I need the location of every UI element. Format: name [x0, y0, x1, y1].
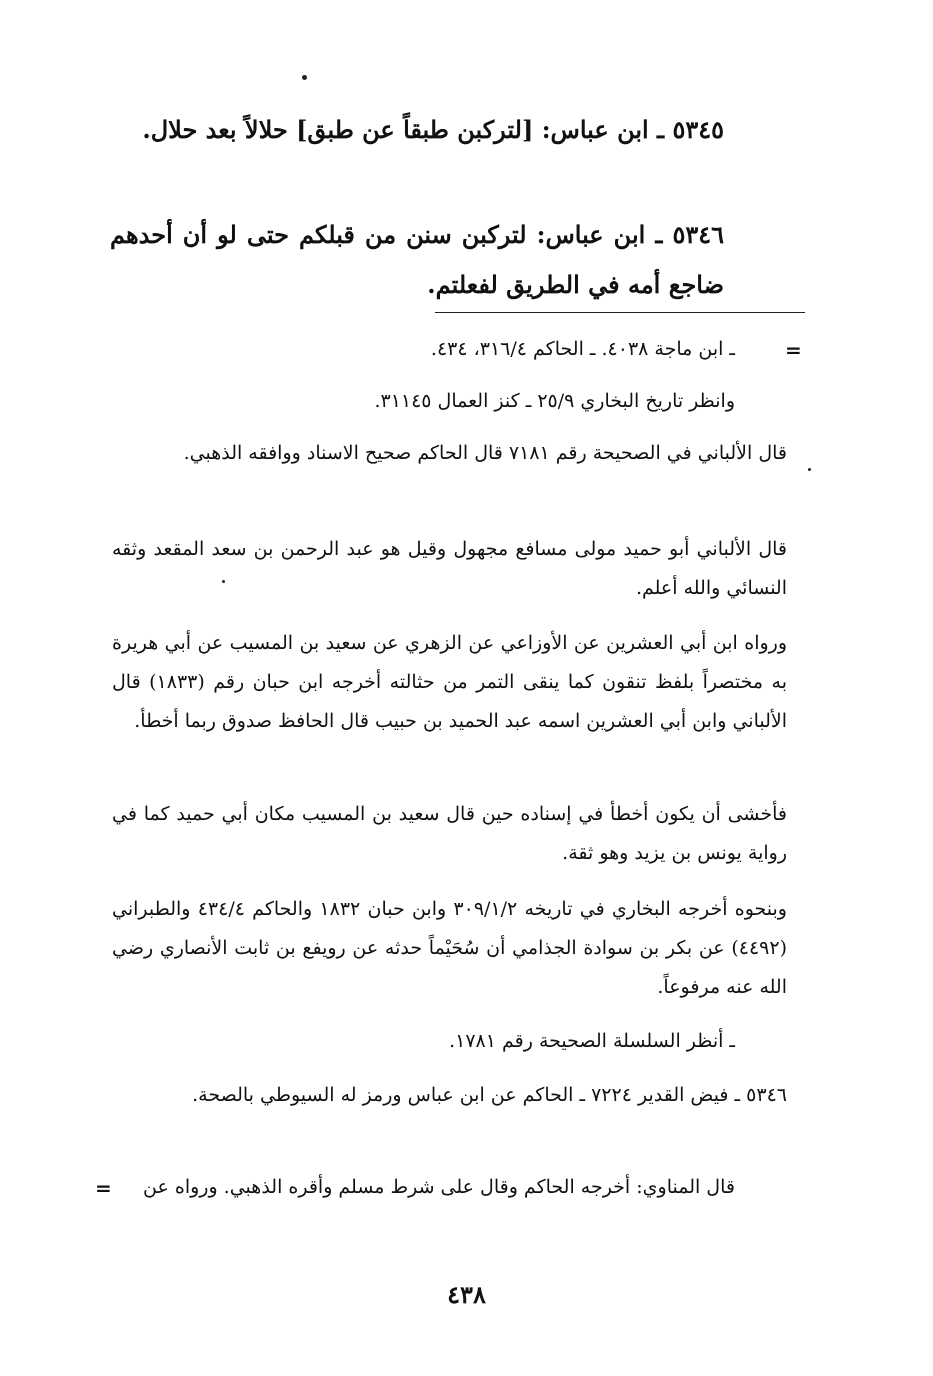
footnote-paragraph: فأخشى أن يكون أخطأ في إسناده حين قال سعيد بن المسيب مكان أبي حميد كما في رواية يونس بن يزيد وهو ثقة. — [112, 803, 787, 864]
footnote-paragraph: ورواه ابن أبي العشرين عن الأوزاعي عن الزهري عن سعيد بن المسيب عن أبي هريرة به مختصراً بلفظ تنقون كما ينقى التمر من حثالته أخرجه ابن حبان رقم (١٨٣٣) قال الألباني وابن أبي العشرين اسمه عبد الحميد بن حبيب قال الحافظ صدوق ربما أخطأ. — [112, 632, 787, 732]
footnote-paragraph: قال الألباني في الصحيحة رقم ٧١٨١ قال الحاكم صحيح الاسناد ووافقه الذهبي. — [183, 442, 787, 464]
footnote-separator — [435, 312, 805, 313]
footnote-paragraph: قال الألباني أبو حميد مولى مسافع مجهول وقيل هو عبد الرحمن بن سعد المقعد وثقه النسائي والله أعلم. — [112, 538, 787, 599]
footnote-paragraph: وبنحوه أخرجه البخاري في تاريخه ٣٠٩/١/٢ وابن حبان ١٨٣٢ والحاكم ٤٣٤/٤ والطبراني (٤٤٩٢) عن بكر بن سوادة الجذامي أن سُحَيْماً حدثه عن رويفع بن ثابت الأنصاري رضي الله عنه مرفوعاً. — [112, 898, 787, 998]
footnote-paragraph: ـ أنظر السلسلة الصحيحة رقم ١٧٨١. — [449, 1030, 735, 1052]
footnote-paragraph: ٥٣٤٦ ـ فيض القدير ٧٢٢٤ ـ الحاكم عن ابن عباس ورمز له السيوطي بالصحة. — [192, 1084, 787, 1106]
hadith-5346: ٥٣٤٦ ـ ابن عباس: لتركبن سنن من قبلكم حتى لو أن أحدهم ضاجع أمه في الطريق لفعلتم. — [110, 220, 724, 299]
ink-dot — [302, 75, 307, 80]
ink-dot — [808, 468, 811, 471]
hadith-5345: ٥٣٤٥ ـ ابن عباس: [لتركبن طبقاً عن طبق] حلالاً بعد حلال. — [142, 115, 724, 144]
end-continuation-mark: = — [95, 1176, 112, 1200]
footnote-paragraph: وانظر تاريخ البخاري ٢٥/٩ ـ كنز العمال ٣١١٤٥. — [374, 390, 735, 412]
footnote-paragraph: قال المناوي: أخرجه الحاكم وقال على شرط مسلم وأقره الذهبي. ورواه عن — [143, 1176, 735, 1198]
page-number: ٤٣٨ — [447, 1280, 486, 1309]
continuation-mark: = — [785, 338, 802, 362]
footnote-paragraph: ـ ابن ماجة ٤٠٣٨. ـ الحاكم ٣١٦/٤، ٤٣٤. — [430, 338, 735, 360]
